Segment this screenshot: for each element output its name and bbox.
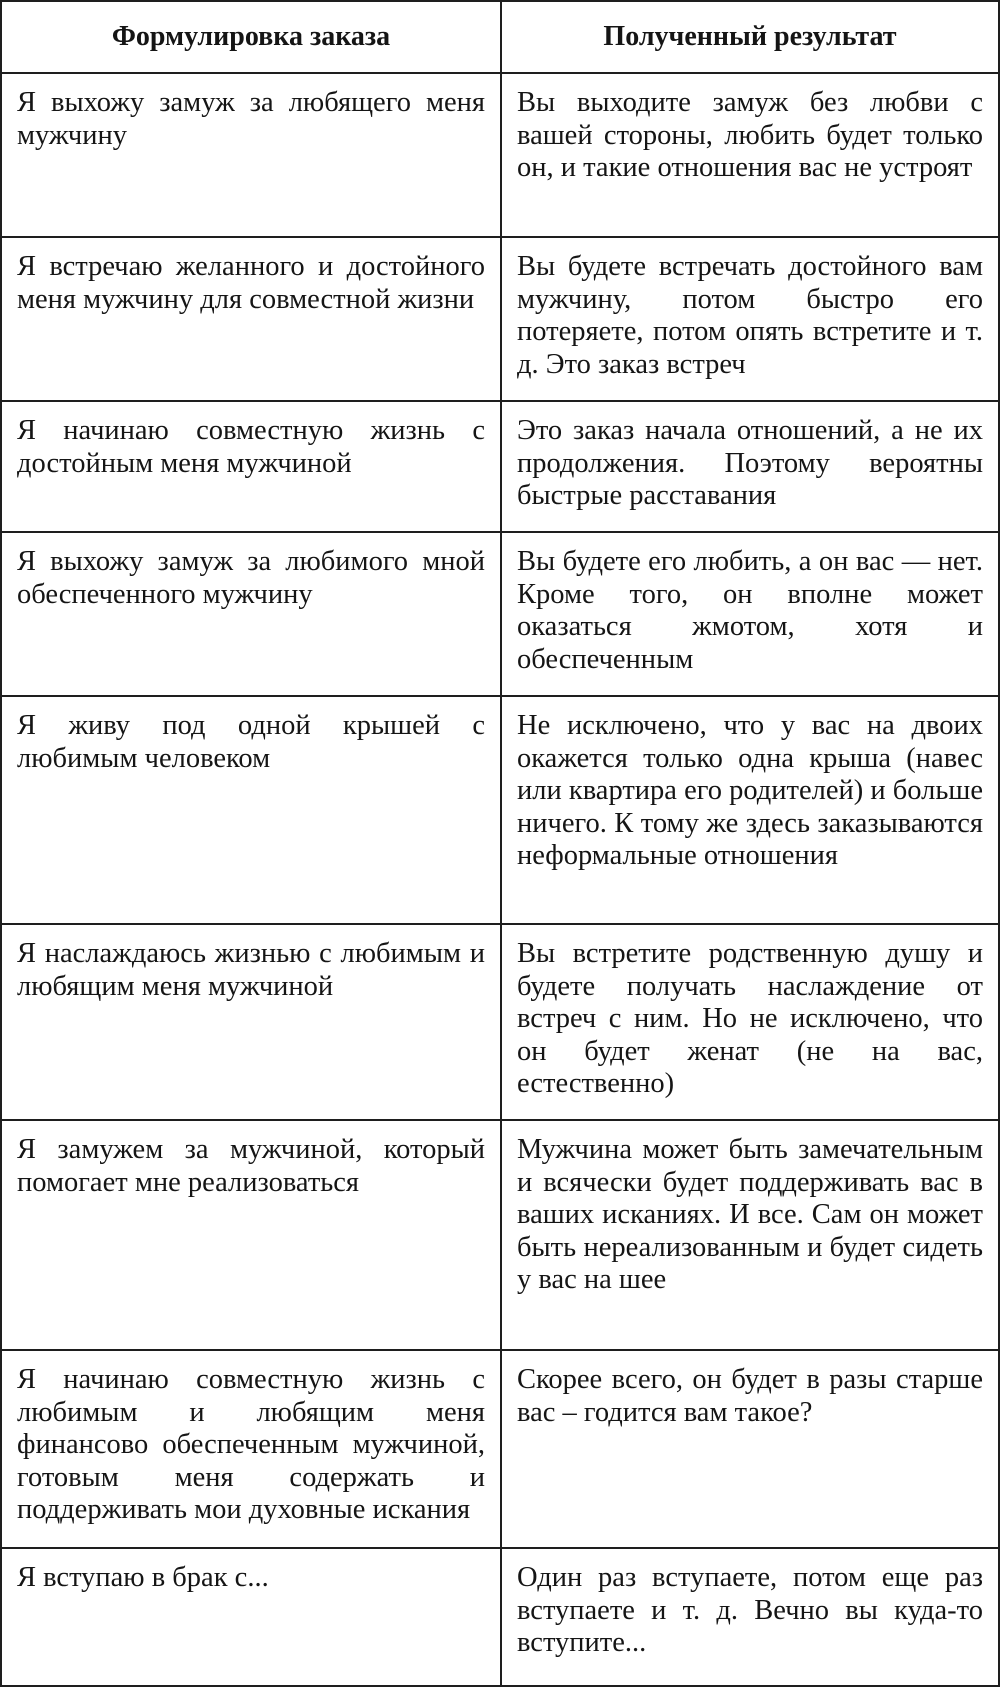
result-cell: Это заказ начала отношений, а не их продолжения. Поэтому вероятны быстрые расставания	[501, 401, 999, 532]
table-row	[1, 1120, 999, 1350]
order-cell: Я выхожу замуж за любящего меня мужчину	[1, 73, 501, 237]
table-row	[1, 924, 999, 1120]
table-row	[1, 532, 999, 696]
result-cell: Мужчина может быть замечательным и всячески будет поддерживать вас в ваших исканиях. И все. Сам он может быть нереализованным и будет сидеть у вас на шее	[501, 1120, 999, 1350]
result-cell: Вы встретите родственную душу и будете получать наслаждение от встреч с ним. Но не исключено, что он будет женат (не на вас, естественно)	[501, 924, 999, 1120]
header-order-formulation: Формулировка заказа	[1, 1, 501, 73]
order-cell: Я встречаю желанного и достойного меня мужчину для совместной жизни	[1, 237, 501, 401]
table-header-row	[1, 1, 999, 73]
table-row	[1, 1350, 999, 1548]
result-cell: Вы будете встречать достойного вам мужчину, потом быстро его потеряете, потом опять встретите и т. д. Это заказ встреч	[501, 237, 999, 401]
table-row	[1, 73, 999, 237]
result-cell: Один раз вступаете, потом еще раз вступаете и т. д. Вечно вы куда-то вступите...	[501, 1548, 999, 1686]
table-row	[1, 1548, 999, 1686]
order-cell: Я наслаждаюсь жизнью с любимым и любящим меня мужчиной	[1, 924, 501, 1120]
order-cell: Я живу под одной крышей с любимым человеком	[1, 696, 501, 924]
table-row	[1, 696, 999, 924]
result-cell: Не исключено, что у вас на двоих окажется только одна крыша (навес или квартира его родителей) и больше ничего. К тому же здесь заказываются неформальные отношения	[501, 696, 999, 924]
order-cell: Я начинаю совместную жизнь с любимым и любящим меня финансово обеспеченным мужчиной, готовым меня содержать и поддерживать мои духовные искания	[1, 1350, 501, 1548]
order-cell: Я вступаю в брак с...	[1, 1548, 501, 1686]
order-cell: Я замужем за мужчиной, который помогает мне реализоваться	[1, 1120, 501, 1350]
header-result: Полученный результат	[501, 1, 999, 73]
order-cell: Я начинаю совместную жизнь с достойным меня мужчиной	[1, 401, 501, 532]
table-row	[1, 237, 999, 401]
result-cell: Вы выходите замуж без любви с вашей стороны, любить будет только он, и такие отношения вас не устроят	[501, 73, 999, 237]
order-cell: Я выхожу замуж за любимого мной обеспеченного мужчину	[1, 532, 501, 696]
result-cell: Скорее всего, он будет в разы старше вас – годится вам такое?	[501, 1350, 999, 1548]
result-cell: Вы будете его любить, а он вас — нет. Кроме того, он вполне может оказаться жмотом, хотя и обеспеченным	[501, 532, 999, 696]
table-row	[1, 401, 999, 532]
